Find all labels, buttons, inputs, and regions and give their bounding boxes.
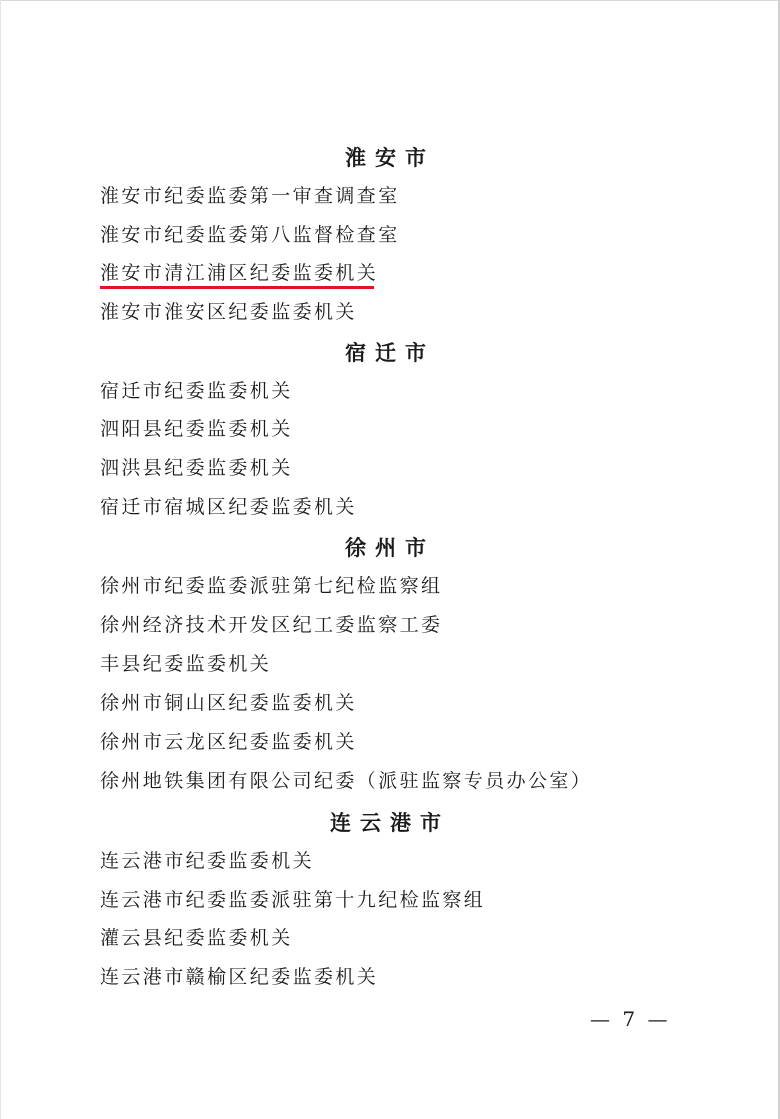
list-item: 淮安市纪委监委第一审查调查室 xyxy=(100,185,400,207)
page-number: — 7 — xyxy=(590,1007,671,1031)
section-heading-xuzhou: 徐州市 xyxy=(345,536,435,560)
list-item-highlighted: 淮安市清江浦区纪委监委机关 xyxy=(100,262,379,284)
list-item: 淮安市淮安区纪委监委机关 xyxy=(100,301,357,323)
list-item: 徐州市铜山区纪委监委机关 xyxy=(100,692,357,714)
list-item: 丰县纪委监委机关 xyxy=(100,653,272,675)
list-item: 徐州地铁集团有限公司纪委（派驻监察专员办公室） xyxy=(100,770,593,792)
list-item: 徐州经济技术开发区纪工委监察工委 xyxy=(100,614,443,636)
page-top-border xyxy=(0,0,780,1)
list-item: 连云港市赣榆区纪委监委机关 xyxy=(100,966,379,988)
section-heading-huaian: 淮安市 xyxy=(345,146,435,170)
list-item: 徐州市云龙区纪委监委机关 xyxy=(100,731,357,753)
list-item: 连云港市纪委监委机关 xyxy=(100,850,315,872)
list-item: 宿迁市宿城区纪委监委机关 xyxy=(100,496,357,518)
list-item: 徐州市纪委监委派驻第七纪检监察组 xyxy=(100,575,443,597)
list-item: 淮安市纪委监委第八监督检查室 xyxy=(100,224,400,246)
list-item: 泗阳县纪委监委机关 xyxy=(100,418,293,440)
section-heading-suqian: 宿迁市 xyxy=(345,341,435,365)
red-underline-highlight xyxy=(100,286,374,289)
list-item: 连云港市纪委监委派驻第十九纪检监察组 xyxy=(100,889,486,911)
section-heading-lianyungang: 连云港市 xyxy=(330,811,450,835)
list-item: 泗洪县纪委监委机关 xyxy=(100,457,293,479)
list-item: 灌云县纪委监委机关 xyxy=(100,927,293,949)
list-item: 宿迁市纪委监委机关 xyxy=(100,380,293,402)
